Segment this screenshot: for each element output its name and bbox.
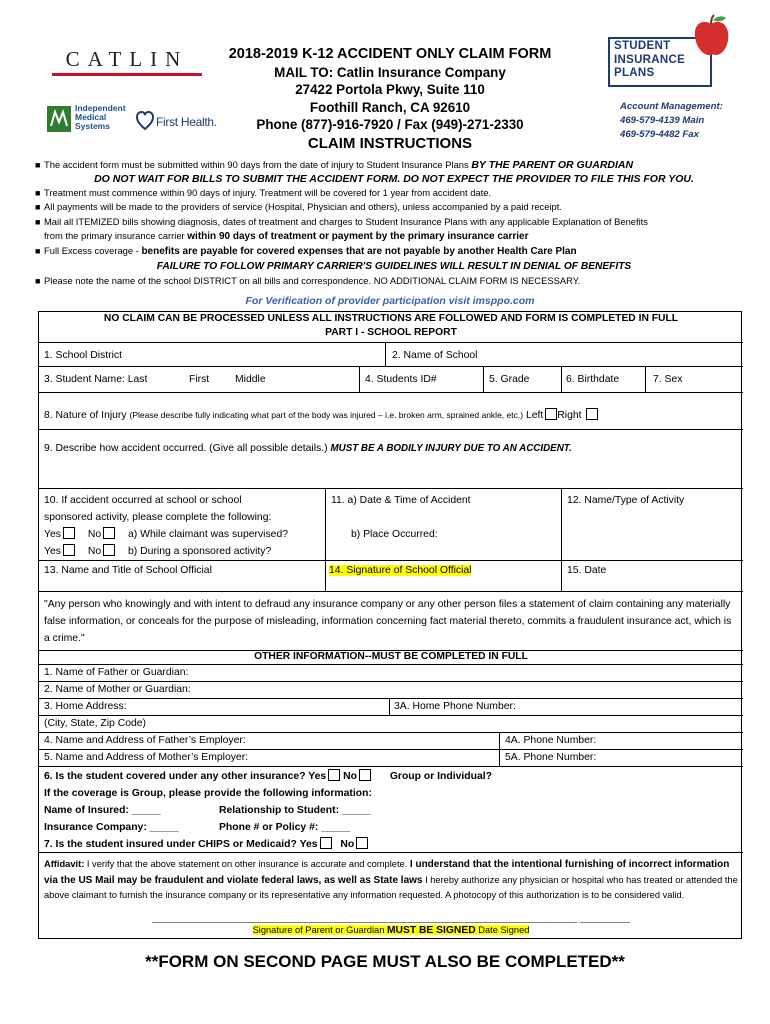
- q11b-label: b) Place Occurred:: [351, 529, 438, 540]
- bullet-icon: ■: [35, 217, 41, 227]
- q10a-row: Yes No a) While claimant was supervised?: [44, 529, 288, 540]
- instruction-3: ■ All payments will be made to the providers of service (Hospital, Physician and others), unless accompanied by a paid receipt.: [44, 200, 744, 214]
- form-title: 2018-2019 K-12 ACCIDENT ONLY CLAIM FORM: [228, 46, 552, 62]
- affidavit: Affidavit: I verify that the above statement on other insurance is accurate and complete. I understand that the intentional furnishing of incorrect information via the US Mail may be fraudulent and violate federal laws, as well as State laws I hereby authorize any physician or hospital who has treated or attended the above claimant to furnish the insurance company or its representative any information requested. A photocopy of this authorization is to be considered valid.: [44, 859, 738, 900]
- signature-caption: [39, 923, 743, 938]
- city-state-zip-label: (City, State, Zip Code): [44, 718, 147, 729]
- school-district-label: 1. School District: [44, 350, 122, 361]
- q10b-yes-checkbox[interactable]: [63, 544, 75, 556]
- q7-yes-checkbox[interactable]: [320, 837, 332, 849]
- ims-logo: [45, 104, 131, 136]
- q10a-no-checkbox[interactable]: [103, 527, 115, 539]
- bullet-icon: ■: [35, 246, 41, 256]
- father-employer-label: 4. Name and Address of Father’s Employer:: [44, 735, 246, 746]
- address-line-1: 27422 Portola Pkwy, Suite 110: [295, 82, 485, 97]
- q12-label: 12. Name/Type of Activity: [567, 495, 685, 506]
- student-insurance-plans-logo: [608, 14, 736, 94]
- left-checkbox[interactable]: [545, 408, 557, 420]
- policy-label: Phone # or Policy #: _____: [219, 822, 351, 833]
- q7-no-checkbox[interactable]: [356, 837, 368, 849]
- claim-form-grid: [38, 311, 742, 939]
- bullet-icon: ■: [35, 202, 41, 212]
- instruction-2: ■ Treatment must commence within 90 days of injury. Treatment will be covered for 1 year from accident date.: [44, 186, 744, 200]
- mother-guardian-label: 2. Name of Mother or Guardian:: [44, 684, 191, 695]
- home-address-label: 3. Home Address:: [44, 701, 127, 712]
- q10-line-1: 10. If accident occurred at school or school: [44, 495, 242, 506]
- first-name-label: First: [189, 374, 210, 385]
- grade-label: 5. Grade: [489, 374, 530, 385]
- student-id-label: 4. Students ID#: [365, 374, 437, 385]
- school-name-label: 2. Name of School: [392, 350, 478, 361]
- mother-employer-label: 5. Name and Address of Mother’s Employer:: [44, 752, 249, 763]
- insurance-company-label: Insurance Company: _____: [44, 822, 179, 833]
- firsthealth-logo: First Health.: [136, 111, 216, 133]
- catlin-logo: CATLIN: [52, 47, 202, 77]
- father-guardian-label: 1. Name of Father or Guardian:: [44, 667, 189, 678]
- part-1-heading: PART I - SCHOOL REPORT: [325, 327, 457, 338]
- middle-name-label: Middle: [235, 374, 266, 385]
- if-group-label: If the coverage is Group, please provide the following information:: [44, 788, 372, 799]
- q14-label: 14. Signature of School Official: [329, 565, 472, 576]
- student-name-label: 3. Student Name: Last: [44, 374, 148, 385]
- instruction-6: ■ Please note the name of the school DISTRICT on all bills and correspondence. NO ADDITIONAL CLAIM FORM IS NECESSARY.: [44, 274, 744, 288]
- home-phone-label: 3A. Home Phone Number:: [394, 701, 516, 712]
- ims-logo-text: Independent Medical Systems: [75, 103, 126, 131]
- bullet-icon: ■: [35, 160, 41, 170]
- instruction-4: ■ Mail all ITEMIZED bills showing diagnosis, dates of treatment and charges to Student Insurance Plans with any applicable Explanation of Benefits from the primary insurance carrier within 90 days of treatment or payment by the primary insurance carrier: [35, 216, 648, 243]
- q6-row: 6. Is the student covered under any other insurance? Yes No Group or Individual?: [44, 771, 492, 782]
- address-line-2: Foothill Ranch, CA 92610: [309, 99, 471, 115]
- q6-yes-checkbox[interactable]: [328, 769, 340, 781]
- no-claim-notice: NO CLAIM CAN BE PROCESSED UNLESS ALL INSTRUCTIONS ARE FOLLOWED AND FORM IS COMPLETED IN FULL: [103, 313, 679, 324]
- nature-of-injury: 8. Nature of Injury (Please describe fully indicating what part of the body was injured – i.e. broken arm, sprained ankle, etc.) Left Right: [44, 407, 598, 424]
- q10b-no-checkbox[interactable]: [103, 544, 115, 556]
- q15-label: 15. Date: [567, 565, 607, 576]
- q13-label: 13. Name and Title of School Official: [44, 565, 212, 576]
- apple-icon: [688, 14, 734, 60]
- heart-icon: [136, 111, 154, 131]
- q10a-yes-checkbox[interactable]: [63, 527, 75, 539]
- sip-logo-text: STUDENT INSURANCE PLANS: [614, 40, 686, 79]
- q10b-row: Yes No b) During a sponsored activity?: [44, 546, 272, 557]
- q6-no-checkbox[interactable]: [359, 769, 371, 781]
- ims-emblem-icon: [45, 104, 73, 134]
- instruction-5: ■ Full Excess coverage - benefits are payable for covered expenses that are not payable by another Health Care Plan: [35, 245, 577, 257]
- name-of-insured-label: Name of Insured: _____: [44, 805, 161, 816]
- fraud-statement: "Any person who knowingly and with intent to defraud any insurance company or any other person files a statement of claim containing any materially false information, or conceals for the purpose of misleading, information concerning fact material thereto, commits a fraudulent insurance act, which is a crime.": [44, 599, 732, 644]
- instruction-1-emphasis: DO NOT WAIT FOR BILLS TO SUBMIT THE ACCIDENT FORM. DO NOT EXPECT THE PROVIDER TO FILE THIS FOR YOU.: [94, 173, 694, 185]
- bullet-icon: ■: [35, 276, 41, 286]
- signature-caption-highlight: Signature of Parent or Guardian MUST BE SIGNED Date Signed: [252, 925, 530, 936]
- q11a-label: 11. a) Date & Time of Accident: [331, 495, 471, 506]
- mother-phone-label: 5A. Phone Number:: [505, 752, 597, 763]
- right-checkbox[interactable]: [586, 408, 598, 420]
- failure-warning: FAILURE TO FOLLOW PRIMARY CARRIER'S GUIDELINES WILL RESULT IN DENIAL OF BENEFITS: [156, 261, 632, 272]
- signature-line: _____________________________________________________________________________________ __________: [151, 913, 630, 923]
- instruction-1: ■ The accident form must be submitted within 90 days from the date of injury to Student Insurance Plans BY THE PARENT OR GUARDIAN: [35, 159, 634, 171]
- sex-label: 7. Sex: [653, 374, 683, 385]
- relationship-label: Relationship to Student: _____: [219, 805, 371, 816]
- q10-line-2: sponsored activity, please complete the following:: [44, 512, 272, 523]
- catlin-logo-bar: [52, 73, 202, 76]
- account-management: Account Management: 469-579-4139 Main 469-579-4482 Fax: [620, 101, 723, 140]
- father-phone-label: 4A. Phone Number:: [505, 735, 597, 746]
- verification-link[interactable]: For Verification of provider participation visit imsppo.com: [245, 295, 535, 307]
- bullet-icon: ■: [35, 188, 41, 198]
- other-info-heading: OTHER INFORMATION--MUST BE COMPLETED IN FULL: [254, 651, 528, 662]
- birthdate-label: 6. Birthdate: [566, 374, 620, 385]
- phone-fax: Phone (877)-916-7920 / Fax (949)-271-2330: [256, 117, 524, 132]
- header-block: [220, 46, 560, 134]
- accident-description: 9. Describe how accident occurred. (Give all possible details.) MUST BE A BODILY INJURY DUE TO AN ACCIDENT.: [44, 443, 572, 454]
- claim-instructions-heading: CLAIM INSTRUCTIONS: [307, 135, 473, 152]
- second-page-notice: **FORM ON SECOND PAGE MUST ALSO BE COMPLETED**: [145, 952, 625, 971]
- q7-row: 7. Is the student insured under CHIPS or Medicaid? Yes No: [44, 836, 368, 853]
- mail-to: MAIL TO: Catlin Insurance Company: [274, 64, 506, 80]
